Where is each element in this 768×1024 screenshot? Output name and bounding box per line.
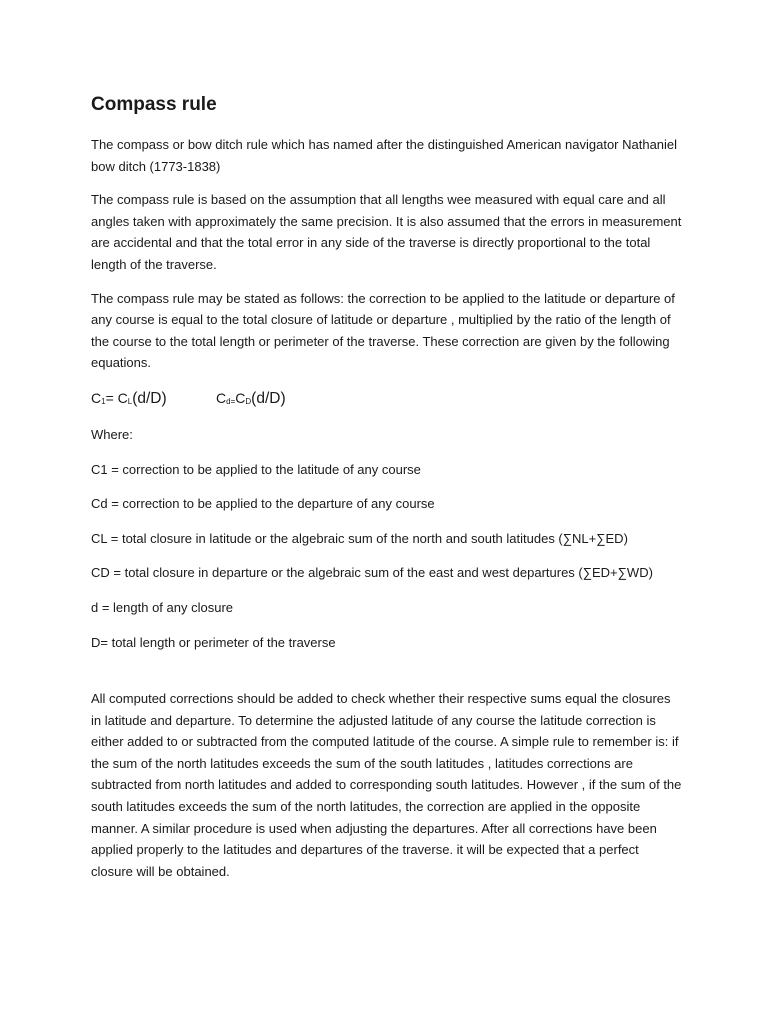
formula-subscript: d=	[226, 396, 236, 406]
formula-equals: C	[235, 389, 246, 406]
document-content	[91, 92, 683, 894]
formula-symbol: C	[91, 389, 102, 406]
formula-subscript: L	[127, 396, 133, 406]
definition-cd-total: CD = total closure in departure or the algebraic sum of the east and west departures (∑ED+∑WD)	[91, 565, 653, 581]
formula-ratio: (d/D)	[132, 389, 167, 407]
closing-paragraph: All computed corrections should be added to check whether their respective sums equal the closures in latitude and departure. To determine the adjusted latitude of any course the latitude correction is either added to or subtracted from the computed latitude of the course. A simple rule to remember is: if the sum of the north latitudes exceeds the sum of the south latitudes , latitudes corrections are subtracted from north latitudes and added to corresponding south latitudes. However , if the sum of the south latitudes exceeds the sum of the north latitudes, the correction are applied in the opposite manner. A similar procedure is used when adjusting the departures. After all corrections have been applied properly to the latitudes and departures of the traverse. it will be expected that a perfect closure will be obtained.	[91, 691, 682, 879]
statement-paragraph: The compass rule may be stated as follows: the correction to be applied to the latitude or departure of any course is equal to the total closure of latitude or departure , multiplied by the ratio of the length of the course to the total length or perimeter of the traverse. These correction are given by the following equations.	[91, 290, 675, 371]
formula-subscript: 1	[101, 396, 106, 406]
formula-ratio: (d/D)	[251, 389, 286, 407]
paragraph-gap	[91, 666, 683, 688]
formula-row	[91, 386, 683, 414]
formula-subscript: D	[245, 396, 252, 406]
definition-c1: C1 = correction to be applied to the latitude of any course	[91, 461, 421, 477]
definition-cl: CL = total closure in latitude or the algebraic sum of the north and south latitudes (∑NL+∑ED)	[91, 530, 628, 546]
formula-symbol: C	[216, 389, 227, 406]
definition-cd: Cd = correction to be applied to the departure of any course	[91, 496, 435, 512]
departure-correction-formula	[216, 386, 286, 414]
where-label: Where:	[91, 426, 133, 442]
intro-paragraph: The compass or bow ditch rule which has named after the distinguished American navigator Nathaniel bow ditch (1773-1838)	[91, 137, 678, 174]
latitude-correction-formula	[91, 386, 216, 414]
assumption-paragraph: The compass rule is based on the assumption that all lengths wee measured with equal care and all angles taken with approximately the same precision. It is also assumed that the errors in measurement are accidental and that the total error in any side of the traverse is directly proportional to the total length of the traverse.	[91, 192, 682, 272]
formula-equals: = C	[105, 389, 128, 406]
definition-d-length: d = length of any closure	[91, 599, 234, 615]
page-title: Compass rule	[91, 94, 217, 115]
definition-d-total: D= total length or perimeter of the traverse	[91, 634, 336, 650]
